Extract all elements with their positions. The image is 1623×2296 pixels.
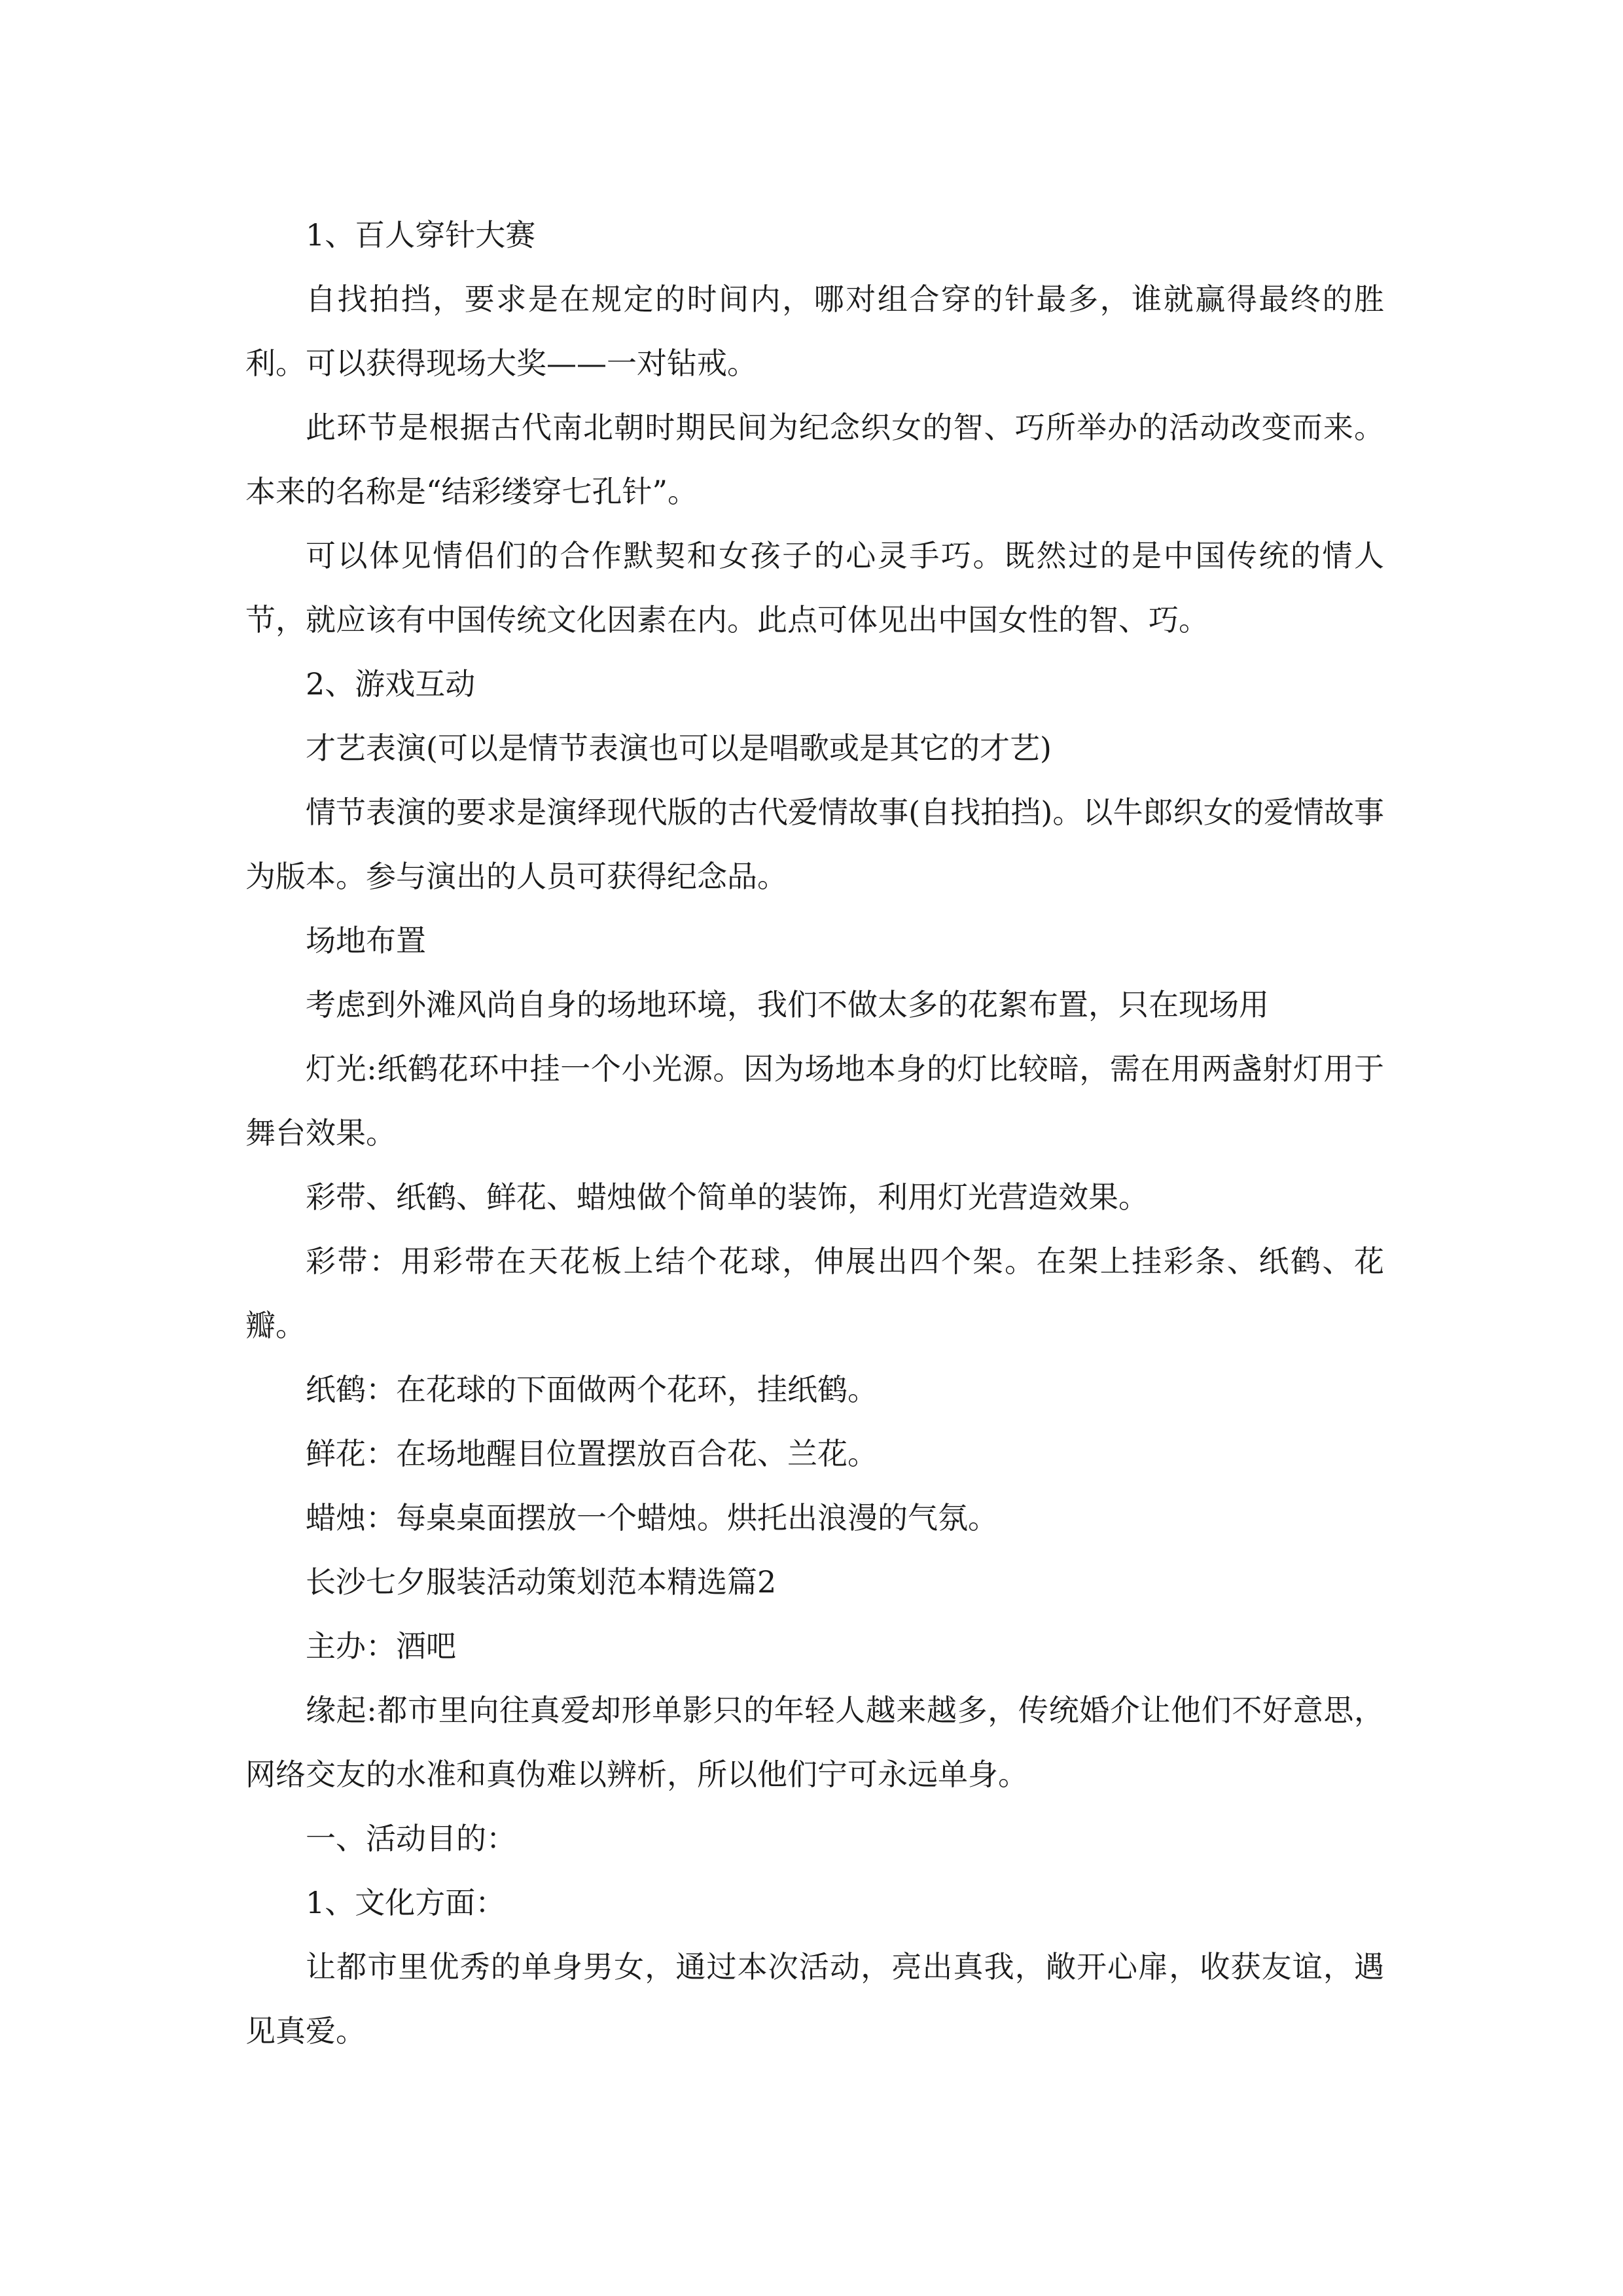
- section-heading: 1、文化方面：: [306, 1885, 506, 1920]
- paragraph: 蜡烛：每桌桌面摆放一个蜡烛。烘托出浪漫的气氛。: [306, 1500, 998, 1535]
- paragraph: 此环节是根据古代南北朝时期民间为纪念织女的智、巧所举办的活动改变而来。本来的名称是“结彩缕穿七孔针”。: [245, 410, 1384, 509]
- paragraph: 考虑到外滩风尚自身的场地环境，我们不做太多的花絮布置，只在现场用: [306, 987, 1269, 1022]
- paragraph: 彩带、纸鹤、鲜花、蜡烛做个简单的装饰，利用灯光营造效果。: [306, 1179, 1149, 1215]
- paragraph: 才艺表演(可以是情节表演也可以是唱歌或是其它的才艺): [306, 730, 1052, 766]
- paragraph: 2、游戏互动: [306, 666, 476, 702]
- paragraph: 自找拍挡，要求是在规定的时间内，哪对组合穿的针最多，谁就赢得最终的胜利。可以获得现场大奖——一对钻戒。: [245, 281, 1384, 381]
- paragraph: 彩带：用彩带在天花板上结个花球，伸展出四个架。在架上挂彩条、纸鹤、花瓣。: [245, 1244, 1384, 1343]
- paragraph: 纸鹤：在花球的下面做两个花环，挂纸鹤。: [306, 1372, 878, 1407]
- paragraph: 主办：酒吧: [306, 1628, 456, 1664]
- section-title: 长沙七夕服装活动策划范本精选篇2: [306, 1564, 777, 1600]
- paragraph: 可以体见情侣们的合作默契和女孩子的心灵手巧。既然过的是中国传统的情人节，就应该有中国传统文化因素在内。此点可体见出中国女性的智、巧。: [245, 538, 1384, 637]
- paragraph: 情节表演的要求是演绎现代版的古代爱情故事(自找拍挡)。以牛郎织女的爱情故事为版本。参与演出的人员可获得纪念品。: [245, 795, 1384, 894]
- section-heading: 场地布置: [306, 923, 426, 958]
- paragraph: 1、百人穿针大赛: [306, 217, 536, 253]
- paragraph: 灯光:纸鹤花环中挂一个小光源。因为场地本身的灯比较暗，需在用两盏射灯用于舞台效果。: [245, 1051, 1384, 1151]
- document-body: [245, 203, 1384, 2063]
- paragraph: 缘起:都市里向往真爱却形单影只的年轻人越来越多，传统婚介让他们不好意思，网络交友的水准和真伪难以辨析，所以他们宁可永远单身。: [245, 1693, 1384, 1792]
- paragraph: 鲜花：在场地醒目位置摆放百合花、兰花。: [306, 1436, 878, 1471]
- paragraph: 让都市里优秀的单身男女，通过本次活动，亮出真我，敞开心扉，收获友谊，遇见真爱。: [245, 1949, 1384, 2049]
- section-heading: 一、活动目的：: [306, 1821, 516, 1856]
